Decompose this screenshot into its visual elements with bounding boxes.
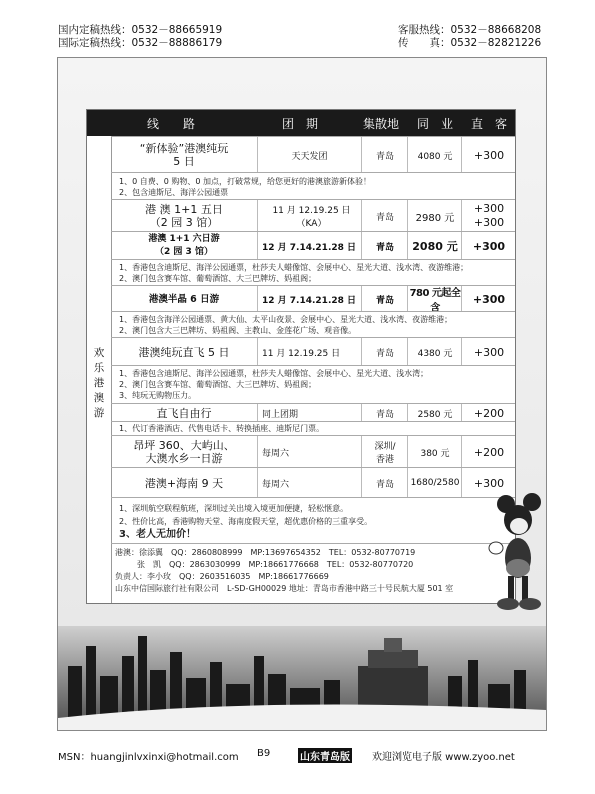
table-row: 港澳纯玩直飞 5 日 11 月 12.19.25 日 青岛 4380 元 +300	[111, 337, 515, 366]
domestic-hotline: 国内定稿热线：0532－88665919	[58, 24, 223, 36]
notes-4: 1、香港包含迪斯尼、海洋公园通票，杜莎夫人蜡像馆、会展中心、星光大道、浅水湾； 2、澳门包含赛车馆、葡萄酒馆、大三巴牌坊、妈祖阁； 3、纯玩无购物压力。	[111, 365, 515, 403]
table-row: 港澳半晶 6 日游 12 月 7.14.21.28 日 青岛 780 元起全含 +300	[111, 285, 515, 312]
tour-table	[86, 109, 516, 604]
col-date: 团 期	[282, 117, 319, 131]
col-route: 线 路	[147, 117, 196, 131]
website-text: 欢迎浏览电子版 www.zyoo.net	[372, 752, 515, 763]
col-city: 集散地	[363, 117, 400, 131]
header-left	[58, 24, 222, 50]
table-header	[87, 110, 515, 136]
msn-contact: MSN：huangjinlvxinxi@hotmail.com	[58, 752, 239, 763]
table-row: 港澳 1+1 六日游 （2 园 3 馆） 12 月 7.14.21.28 日 青岛 2080 元 +300	[111, 231, 515, 260]
notes-1: 1、0 自费、0 购物、0 加点，打破常规，给您更好的港澳旅游新体验！ 2、包含迪斯尼、海洋公园通票	[111, 172, 515, 199]
notes-5: 1、代订香港酒店、代售电话卡、转换插座、迪斯尼门票。	[111, 421, 515, 435]
skyline-photo	[58, 626, 546, 730]
fax-number: 传 真：0532－82821226	[398, 37, 542, 49]
service-hotline: 客服热线：0532－88668208	[398, 24, 542, 36]
table-row: 直飞自由行 同上团期 青岛 2580 元 +200	[111, 403, 515, 422]
table-row: 港澳+海南 9 天 每周六 青岛 1680/2580 +300	[111, 467, 515, 498]
advert-frame	[57, 57, 547, 731]
table-row: “新体验”港澳纯玩 5 日 天天发团 青岛 4080 元 +300	[111, 136, 515, 173]
side-label: 欢 乐 港 澳 游	[87, 136, 112, 603]
contacts: 港澳：徐添翼 QQ：2860808999 MP:13697654352 TEL：0532-80770719 张 凯 QQ：2863030999 MP:18661776668 TEL：0532-80770720 负责人：李小玫 QQ：2603516035 MP:18661776669 山东中信国际旅行社有限公司 L-SD-GH00029 地址：青岛市香港中路三十号民航大厦 501 室	[111, 543, 515, 603]
col-direct: 直 客	[471, 117, 508, 131]
mickey-illustration	[488, 490, 547, 640]
notes-2: 1、香港包含迪斯尼、海洋公园通票，杜莎夫人蜡像馆、会展中心、星光大道、浅水湾、夜游维港； 2、澳门包含赛车馆、葡萄酒馆、大三巴牌坊、妈祖阁；	[111, 259, 515, 285]
brand-badge: 山东青岛版	[298, 748, 352, 763]
notes-6: 1、深圳航空联程航班，深圳过关出境入境更加便捷，轻松惬意。 2、性价比高，香港购物天堂、海南度假天堂，超优惠价格的三重享受。 3、老人无加价！	[111, 497, 515, 543]
page-number: B9	[257, 748, 271, 759]
notes-3: 1、香港包含海洋公园通票、黄大仙、太平山夜景、会展中心、星光大道、浅水湾、夜游维港； 2、澳门包含大三巴牌坊、妈祖阁、主教山、金莲花广场、观音像。	[111, 311, 515, 337]
header-right	[398, 24, 541, 50]
table-row: 昂坪 360、大屿山、 大澳水乡一日游 每周六 深圳/ 香港 380 元 +200	[111, 435, 515, 468]
col-peer: 同 业	[417, 117, 454, 131]
table-row: 港 澳 1+1 五日 （2 园 3 馆） 11 月 12.19.25 日（KA） 青岛 2980 元 +300 +300	[111, 199, 515, 232]
intl-hotline: 国际定稿热线：0532－88886179	[58, 37, 223, 49]
